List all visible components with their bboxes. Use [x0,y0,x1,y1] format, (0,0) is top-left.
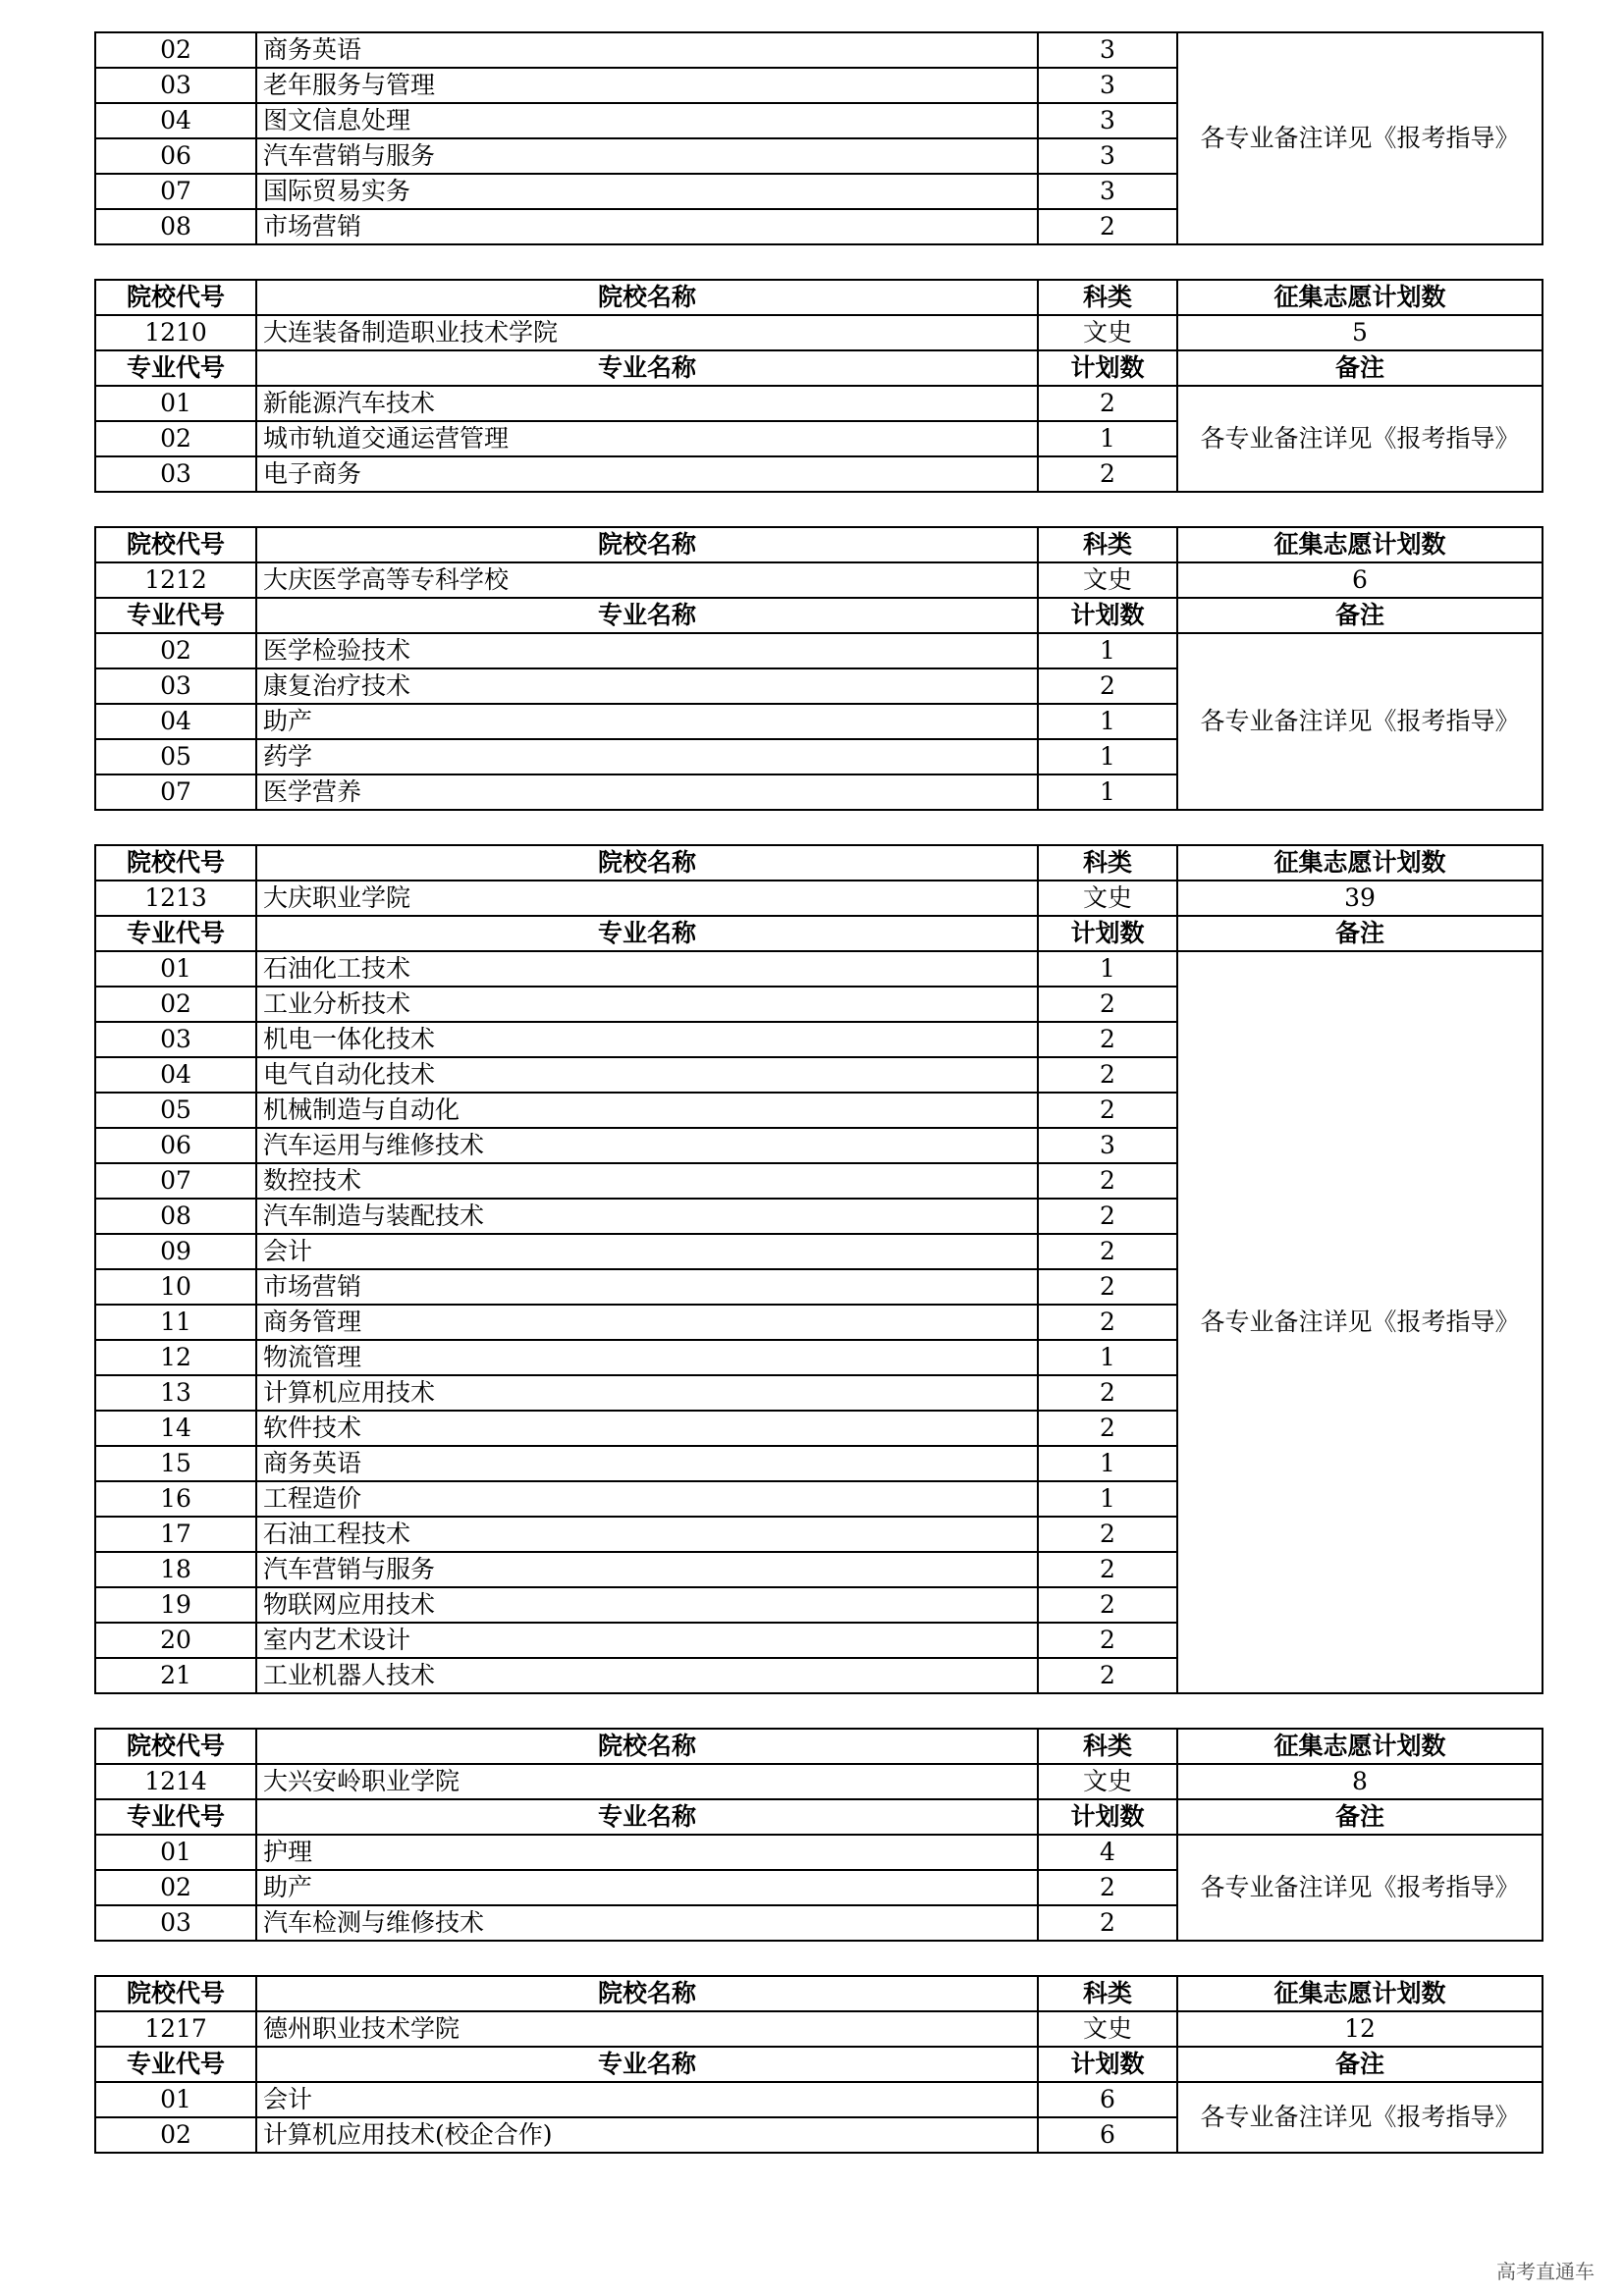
school-code: 1210 [95,315,256,350]
category-header: 科类 [1038,280,1177,315]
major-code-header: 专业代号 [95,2047,256,2082]
school-code-header: 院校代号 [95,845,256,881]
plan-total-header: 征集志愿计划数 [1177,280,1543,315]
major-name: 汽车营销与服务 [256,138,1038,174]
remarks-note: 各专业备注详见《报考指导》 [1177,386,1543,492]
major-name: 护理 [256,1835,1038,1870]
major-name: 机械制造与自动化 [256,1093,1038,1128]
major-code: 07 [95,1163,256,1199]
major-plan: 2 [1038,456,1177,492]
major-plan: 3 [1038,138,1177,174]
major-row [95,32,1543,68]
major-code: 03 [95,456,256,492]
school-info-row [95,315,1543,350]
school-name-header: 院校名称 [256,845,1038,881]
major-header-row [95,598,1543,633]
remarks-note: 各专业备注详见《报考指导》 [1177,32,1543,244]
block-spacer [94,1694,1542,1728]
major-name: 电子商务 [256,456,1038,492]
school-category: 文史 [1038,2011,1177,2047]
major-plan: 1 [1038,633,1177,668]
school-name: 大庆职业学院 [256,881,1038,916]
school-header-row [95,1729,1543,1764]
major-name: 石油工程技术 [256,1517,1038,1552]
major-row [95,386,1543,421]
major-code: 07 [95,174,256,209]
major-code: 03 [95,668,256,704]
major-code: 03 [95,1905,256,1941]
school-name-header: 院校名称 [256,527,1038,562]
major-code: 03 [95,68,256,103]
major-code-header: 专业代号 [95,1799,256,1835]
remarks-note: 各专业备注详见《报考指导》 [1177,1835,1543,1941]
major-plan: 2 [1038,668,1177,704]
major-plan: 3 [1038,103,1177,138]
major-code: 21 [95,1658,256,1693]
block-spacer [94,245,1542,279]
school-plan-total: 8 [1177,1764,1543,1799]
major-code: 01 [95,951,256,987]
major-plan: 1 [1038,774,1177,810]
remarks-note: 各专业备注详见《报考指导》 [1177,951,1543,1693]
major-code: 02 [95,421,256,456]
major-code-header: 专业代号 [95,916,256,951]
major-plan: 2 [1038,209,1177,244]
block-spacer [94,493,1542,526]
major-plan: 1 [1038,421,1177,456]
major-plan: 1 [1038,1446,1177,1481]
school-block [94,1975,1543,2154]
major-plan: 2 [1038,1269,1177,1305]
school-code: 1214 [95,1764,256,1799]
major-plan: 2 [1038,1411,1177,1446]
plan-header: 计划数 [1038,1799,1177,1835]
block-spacer [94,811,1542,844]
major-header-row [95,350,1543,386]
major-code: 12 [95,1340,256,1375]
category-header: 科类 [1038,1976,1177,2011]
major-header-row [95,916,1543,951]
school-info-row [95,1764,1543,1799]
school-code-header: 院校代号 [95,1729,256,1764]
major-plan: 2 [1038,1517,1177,1552]
school-info-row [95,2011,1543,2047]
major-name-header: 专业名称 [256,1799,1038,1835]
plan-header: 计划数 [1038,916,1177,951]
school-block [94,279,1543,493]
major-name: 市场营销 [256,1269,1038,1305]
school-code-header: 院校代号 [95,527,256,562]
major-code: 01 [95,386,256,421]
major-name: 药学 [256,739,1038,774]
major-code: 16 [95,1481,256,1517]
major-code: 02 [95,2117,256,2153]
school-header-row [95,280,1543,315]
major-plan: 1 [1038,704,1177,739]
school-code: 1217 [95,2011,256,2047]
major-code: 04 [95,103,256,138]
major-code: 02 [95,32,256,68]
major-code: 07 [95,774,256,810]
school-name: 大兴安岭职业学院 [256,1764,1038,1799]
major-code: 01 [95,1835,256,1870]
school-header-row [95,1976,1543,2011]
major-code: 03 [95,1022,256,1057]
major-plan: 3 [1038,32,1177,68]
major-plan: 2 [1038,1870,1177,1905]
major-plan: 2 [1038,1305,1177,1340]
school-name: 大庆医学高等专科学校 [256,562,1038,598]
major-name-header: 专业名称 [256,916,1038,951]
major-name: 汽车检测与维修技术 [256,1905,1038,1941]
category-header: 科类 [1038,527,1177,562]
major-name: 汽车制造与装配技术 [256,1199,1038,1234]
major-plan: 1 [1038,739,1177,774]
school-plan-total: 12 [1177,2011,1543,2047]
major-name: 老年服务与管理 [256,68,1038,103]
major-code: 01 [95,2082,256,2117]
major-code: 17 [95,1517,256,1552]
major-name: 商务管理 [256,1305,1038,1340]
major-name: 机电一体化技术 [256,1022,1038,1057]
major-plan: 1 [1038,1481,1177,1517]
major-name-header: 专业名称 [256,2047,1038,2082]
school-header-row [95,527,1543,562]
category-header: 科类 [1038,845,1177,881]
major-name: 医学营养 [256,774,1038,810]
major-plan: 3 [1038,174,1177,209]
major-code: 11 [95,1305,256,1340]
major-plan: 2 [1038,1022,1177,1057]
major-name-header: 专业名称 [256,350,1038,386]
major-plan: 6 [1038,2117,1177,2153]
plan-header: 计划数 [1038,2047,1177,2082]
major-plan: 3 [1038,68,1177,103]
major-header-row [95,2047,1543,2082]
major-code: 05 [95,1093,256,1128]
school-name-header: 院校名称 [256,1729,1038,1764]
school-info-row [95,881,1543,916]
major-name: 商务英语 [256,1446,1038,1481]
major-name: 数控技术 [256,1163,1038,1199]
school-name: 德州职业技术学院 [256,2011,1038,2047]
major-name: 医学检验技术 [256,633,1038,668]
major-plan: 6 [1038,2082,1177,2117]
major-name: 工业机器人技术 [256,1658,1038,1693]
major-plan: 2 [1038,1623,1177,1658]
major-name: 电气自动化技术 [256,1057,1038,1093]
school-block [94,1728,1543,1942]
school-name: 大连装备制造职业技术学院 [256,315,1038,350]
plan-header: 计划数 [1038,598,1177,633]
school-name-header: 院校名称 [256,280,1038,315]
school-code: 1213 [95,881,256,916]
major-code: 04 [95,704,256,739]
major-code: 20 [95,1623,256,1658]
major-name: 图文信息处理 [256,103,1038,138]
major-plan: 1 [1038,1340,1177,1375]
school-block [94,526,1543,811]
school-header-row [95,845,1543,881]
major-header-row [95,1799,1543,1835]
plan-total-header: 征集志愿计划数 [1177,527,1543,562]
school-code-header: 院校代号 [95,280,256,315]
major-plan: 2 [1038,1658,1177,1693]
major-code: 02 [95,1870,256,1905]
major-row [95,633,1543,668]
remarks-header: 备注 [1177,916,1543,951]
major-name: 物联网应用技术 [256,1587,1038,1623]
major-code: 06 [95,138,256,174]
major-plan: 4 [1038,1835,1177,1870]
major-plan: 2 [1038,987,1177,1022]
major-code: 05 [95,739,256,774]
school-name-header: 院校名称 [256,1976,1038,2011]
major-row [95,1835,1543,1870]
major-name: 室内艺术设计 [256,1623,1038,1658]
admission-plan-document [94,31,1542,2154]
school-block [94,844,1543,1694]
plan-header: 计划数 [1038,350,1177,386]
major-name: 会计 [256,2082,1038,2117]
major-name: 市场营销 [256,209,1038,244]
major-plan: 2 [1038,1234,1177,1269]
major-name: 国际贸易实务 [256,174,1038,209]
major-name: 城市轨道交通运营管理 [256,421,1038,456]
remarks-header: 备注 [1177,1799,1543,1835]
category-header: 科类 [1038,1729,1177,1764]
school-plan-total: 6 [1177,562,1543,598]
major-name: 助产 [256,1870,1038,1905]
school-info-row [95,562,1543,598]
remarks-note: 各专业备注详见《报考指导》 [1177,633,1543,810]
block-spacer [94,1942,1542,1975]
school-category: 文史 [1038,315,1177,350]
major-name: 工业分析技术 [256,987,1038,1022]
school-plan-total: 5 [1177,315,1543,350]
major-code: 08 [95,1199,256,1234]
major-plan: 2 [1038,1552,1177,1587]
remarks-header: 备注 [1177,350,1543,386]
major-code: 02 [95,987,256,1022]
major-name: 康复治疗技术 [256,668,1038,704]
major-plan: 2 [1038,1057,1177,1093]
major-code-header: 专业代号 [95,350,256,386]
remarks-header: 备注 [1177,2047,1543,2082]
major-code: 19 [95,1587,256,1623]
major-name: 计算机应用技术 [256,1375,1038,1411]
school-category: 文史 [1038,881,1177,916]
major-name: 汽车运用与维修技术 [256,1128,1038,1163]
major-name: 汽车营销与服务 [256,1552,1038,1587]
major-name: 石油化工技术 [256,951,1038,987]
major-name: 软件技术 [256,1411,1038,1446]
major-name-header: 专业名称 [256,598,1038,633]
major-code: 14 [95,1411,256,1446]
major-name: 助产 [256,704,1038,739]
major-plan: 2 [1038,386,1177,421]
school-block [94,31,1543,245]
major-plan: 2 [1038,1093,1177,1128]
school-code: 1212 [95,562,256,598]
school-code-header: 院校代号 [95,1976,256,2011]
watermark: 高考直通车 [1496,2260,1595,2283]
major-name: 商务英语 [256,32,1038,68]
remarks-note: 各专业备注详见《报考指导》 [1177,2082,1543,2153]
major-code: 10 [95,1269,256,1305]
major-name: 物流管理 [256,1340,1038,1375]
major-plan: 2 [1038,1199,1177,1234]
major-plan: 2 [1038,1163,1177,1199]
plan-total-header: 征集志愿计划数 [1177,1976,1543,2011]
plan-total-header: 征集志愿计划数 [1177,1729,1543,1764]
major-plan: 2 [1038,1587,1177,1623]
major-row [95,2082,1543,2117]
remarks-header: 备注 [1177,598,1543,633]
major-code: 08 [95,209,256,244]
major-name: 会计 [256,1234,1038,1269]
major-plan: 2 [1038,1375,1177,1411]
major-row [95,951,1543,987]
major-plan: 3 [1038,1128,1177,1163]
major-code: 02 [95,633,256,668]
major-plan: 2 [1038,1905,1177,1941]
plan-total-header: 征集志愿计划数 [1177,845,1543,881]
major-code: 04 [95,1057,256,1093]
major-code: 13 [95,1375,256,1411]
school-category: 文史 [1038,1764,1177,1799]
major-code: 15 [95,1446,256,1481]
major-code-header: 专业代号 [95,598,256,633]
major-code: 09 [95,1234,256,1269]
major-code: 06 [95,1128,256,1163]
major-code: 18 [95,1552,256,1587]
major-name: 计算机应用技术(校企合作) [256,2117,1038,2153]
school-category: 文史 [1038,562,1177,598]
school-plan-total: 39 [1177,881,1543,916]
major-name: 新能源汽车技术 [256,386,1038,421]
major-plan: 1 [1038,951,1177,987]
major-name: 工程造价 [256,1481,1038,1517]
